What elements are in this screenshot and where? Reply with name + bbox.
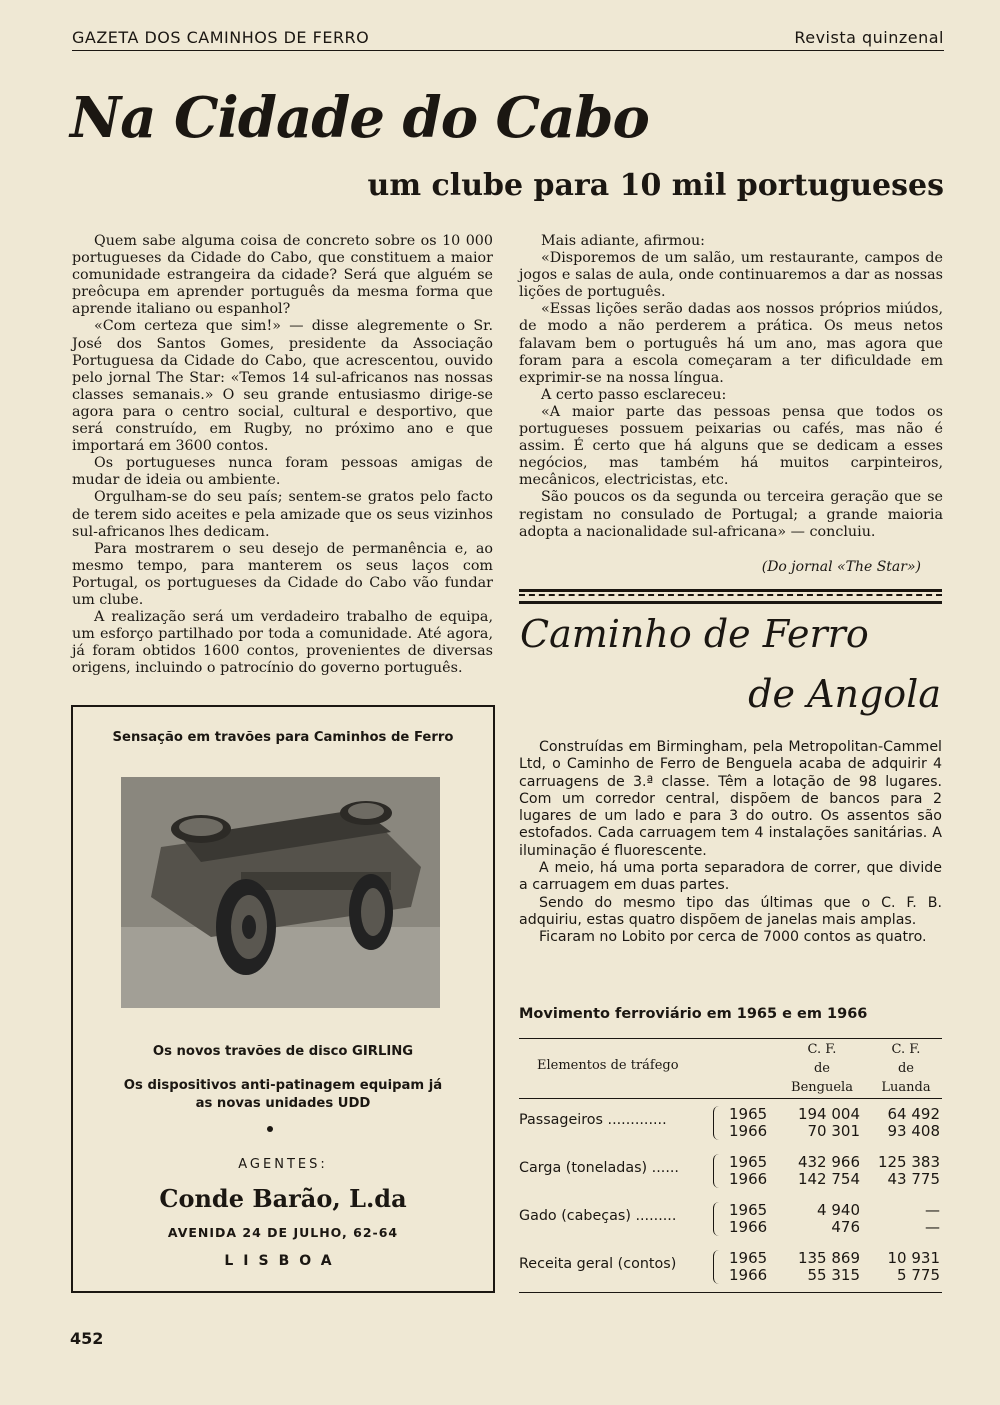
paragraph: A meio, há uma porta separadora de correr, que divide a carruagem em duas partes.	[519, 860, 942, 894]
journal-name: GAZETA DOS CAMINHOS DE FERRO	[72, 28, 370, 47]
table-row-label: Gado (cabeças) .........	[519, 1208, 677, 1224]
article-credit: (Do jornal «The Star»)	[761, 559, 921, 575]
paragraph: Construídas em Birmingham, pela Metropolitan-Cammel Ltd, o Caminho de Ferro de Benguela acaba de adquirir 4 carruagens de 3.ª classe. Têm a lotação de 98 lugares. Com um corredor central, dispõem de bancos para 2 lugares de um lado e para 3 do outro. Os assentos são estofados. Cada carruagem tem 4 instalações sanitárias. A iluminação é fluorescente.	[519, 739, 942, 859]
row-brace	[713, 1154, 720, 1188]
row-luanda-values: 125 383 43 775	[877, 1153, 940, 1188]
table-row-label: Carga (toneladas) ......	[519, 1160, 679, 1176]
table-header-label: Elementos de tráfego	[537, 1058, 679, 1073]
cf-title-line2: de Angola	[748, 672, 941, 716]
article-right-column	[519, 233, 943, 541]
row-benguela-values: 4 940 476	[817, 1201, 860, 1236]
row-brace	[713, 1250, 720, 1284]
table-title: Movimento ferroviário em 1965 e em 1966	[519, 1006, 868, 1022]
row-benguela-values: 194 004 70 301	[797, 1105, 860, 1140]
section-divider	[519, 589, 942, 604]
row-benguela-values: 432 966 142 754	[797, 1153, 860, 1188]
header-line: de	[813, 1061, 830, 1076]
paragraph: A certo passo esclareceu:	[541, 386, 727, 403]
row-benguela-values: 135 869 55 315	[797, 1249, 860, 1284]
paragraph: «Essas lições serão dadas aos nossos próprios miúdos, de modo a não perderem a prática. Os meus netos falavam bem o português há um ano, mas agora que foram para a escola começaram a ter dificuldade em exprimir-se na nossa língua.	[519, 301, 943, 386]
paragraph: Orgulham-se do seu país; sentem-se gratos pelo facto de terem sido aceites e pela amizade que os seus vizinhos sul-africanos lhes dedicam.	[72, 489, 493, 540]
advert-title: Sensação em travões para Caminhos de Ferro	[112, 730, 454, 745]
table-row-label: Passageiros .............	[519, 1112, 667, 1128]
paragraph: Ficaram no Lobito por cerca de 7000 contos as quatro.	[539, 929, 927, 946]
cf-article-body	[519, 739, 942, 947]
cf-title-line1: Caminho de Ferro	[520, 612, 869, 656]
advert-agents-label: AGENTES:	[238, 1157, 328, 1172]
paragraph: Mais adiante, afirmou:	[541, 233, 705, 249]
paragraph: Os portugueses nunca foram pessoas amigas de mudar de ideia ou ambiente.	[72, 455, 493, 489]
row-years: 1965 1966	[729, 1153, 768, 1188]
row-years: 1965 1966	[729, 1201, 768, 1236]
table-top-rule	[519, 1038, 942, 1039]
article-title: Na Cidade do Cabo	[70, 85, 649, 151]
advert-city: LISBOA	[224, 1253, 342, 1269]
paragraph: «A maior parte das pessoas pensa que todos os portugueses possuem peixarias ou cafés, mas não é assim. É certo que há alguns que se dedicam a esses negócios, mas também há muitos carpinteiros, mecânicos, electricistas, etc.	[519, 403, 943, 489]
paragraph: São poucos os da segunda ou terceira geração que se registam no consulado de Portugal; a grande maioria adopta a nacionalidade sul-africana» — concluiu.	[519, 489, 943, 540]
table-header-benguela	[784, 1040, 860, 1097]
article-subtitle: um clube para 10 mil portugueses	[367, 168, 944, 203]
row-brace	[713, 1202, 720, 1236]
brake-bogie-photo	[121, 777, 440, 1008]
header-line: Luanda	[881, 1080, 931, 1095]
paragraph: «Disporemos de um salão, um restaurante, campos de jogos e salas de aula, onde continuaremos a dar as nossas lições de português.	[519, 250, 943, 301]
advert-address: AVENIDA 24 DE JULHO, 62-64	[167, 1225, 399, 1240]
advert-company: Conde Barão, L.da	[159, 1184, 407, 1213]
header-line: de	[897, 1061, 914, 1076]
row-years: 1965 1966	[729, 1105, 768, 1140]
paragraph: Sendo do mesmo tipo das últimas que o C. F. B. adquiriu, estas quatro dispõem de janelas mais amplas.	[519, 894, 942, 928]
header-line: C. F.	[807, 1042, 837, 1057]
paragraph: «Com certeza que sim!» — disse alegremente o Sr. José dos Santos Gomes, presidente da Associação Portuguesa da Cidade do Cabo, que acrescentou, ouvido pelo jornal The Star: «Temos 14 sul-africanos nas nossas classes semanais.» O seu grande entusiasmo dirige-se agora para o centro social, cultural e desportivo, que será construído, em Rugby, no próximo ano e que importará em 3600 contos.	[72, 318, 493, 455]
advert-caption-udd: Os dispositivos anti-patinagem equipam já as novas unidades UDD	[123, 1078, 443, 1111]
header-line: Benguela	[791, 1080, 853, 1095]
table-bottom-rule	[519, 1292, 942, 1293]
table-row-label: Receita geral (contos)	[519, 1256, 677, 1272]
header-line: C. F.	[891, 1042, 921, 1057]
row-luanda-values: 64 492 93 408	[887, 1105, 940, 1140]
row-brace	[713, 1106, 720, 1140]
row-years: 1965 1966	[729, 1249, 768, 1284]
journal-periodicity: Revista quinzenal	[794, 28, 944, 47]
table-header-luanda	[870, 1040, 942, 1097]
paragraph: A realização será um verdadeiro trabalho de equipa, um esforço partilhado por toda a comunidade. Até agora, já foram obtidos 1600 contos, provenientes de diversas origens, incluindo o patrocínio do governo português.	[72, 609, 493, 677]
row-luanda-values: — —	[925, 1201, 940, 1236]
header-rule	[72, 50, 944, 51]
paragraph: Quem sabe alguma coisa de concreto sobre os 10 000 portugueses da Cidade do Cabo, que constituem a maior comunidade estrangeira da cidade? Será que alguém se preôcupa em aprender português da mesma forma que aprende italiano ou espanhol?	[72, 233, 493, 318]
advert-caption-girling: Os novos travões de disco GIRLING	[152, 1044, 414, 1059]
page-header	[72, 28, 944, 47]
table-header-rule	[519, 1098, 942, 1099]
page-number: 452	[70, 1329, 104, 1348]
paragraph: Para mostrarem o seu desejo de permanência e, ao mesmo tempo, para manterem os seus laços com Portugal, os portugueses da Cidade do Cabo vão fundar um clube.	[72, 540, 493, 608]
article-left-column	[72, 233, 493, 677]
bullet-dot	[267, 1126, 273, 1132]
row-luanda-values: 10 931 5 775	[887, 1249, 940, 1284]
